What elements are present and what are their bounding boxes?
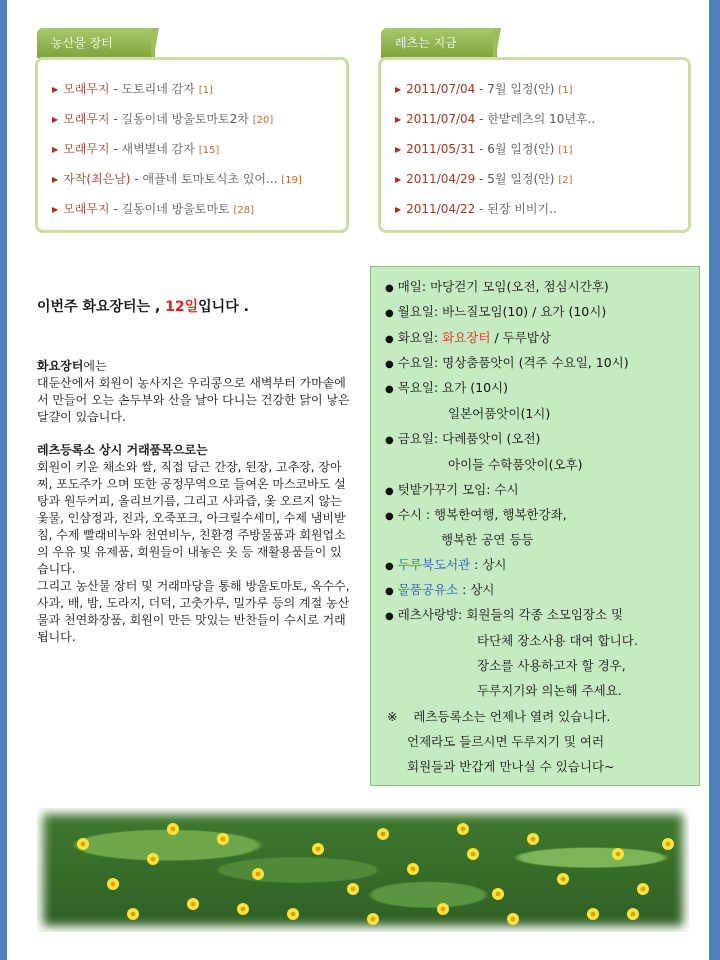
schedule-friday-2: 아이들 수학품앗이(오후) xyxy=(448,457,583,472)
now-item[interactable]: ▶ 2011/07/04 - 7월 일정(안) [1] xyxy=(395,82,573,96)
arrow-icon: ▶ xyxy=(52,85,59,94)
flower-icon xyxy=(367,913,379,925)
arrow-icon: ▶ xyxy=(52,115,59,124)
flower-icon xyxy=(507,913,519,925)
flower-icon xyxy=(627,908,639,920)
flower-icon xyxy=(77,838,89,850)
flower-icon xyxy=(662,838,674,850)
schedule-tuesday: ● 화요일: 화요장터 / 두루밥상 xyxy=(385,330,551,345)
schedule-share: ● 물품공유소 : 상시 xyxy=(385,582,495,597)
market-tab[interactable] xyxy=(37,28,155,58)
arrow-icon: ▶ xyxy=(395,145,402,154)
market-item[interactable]: ▶ 모래무지 - 새벽별네 감자 [15] xyxy=(52,142,220,156)
now-item[interactable]: ▶ 2011/04/29 - 5월 일정(안) [2] xyxy=(395,172,573,186)
flower-icon xyxy=(407,863,419,875)
arrow-icon: ▶ xyxy=(395,175,402,184)
market-date: 12일 xyxy=(165,299,199,315)
flower-icon xyxy=(492,888,504,900)
now-tab[interactable] xyxy=(381,28,497,58)
market-item[interactable]: ▶ 모래무지 - 길동이네 방울토마토2차 [20] xyxy=(52,112,274,126)
schedule-thursday-2: 일본어품앗이(1시) xyxy=(448,406,551,421)
flower-icon xyxy=(437,903,449,915)
schedule-room-4: 두루지기와 의논해 주세요. xyxy=(477,683,622,698)
schedule-room: ● 레츠사랑방: 회원들의 각종 소모임장소 및 xyxy=(385,607,624,622)
flower-icon xyxy=(557,873,569,885)
arrow-icon: ▶ xyxy=(395,205,402,214)
paragraph-items: 레츠등록소 상시 거래품목으로는 회원이 키운 채소와 쌀, 직접 담근 간장, 된장, 고추장, 장아찌, 포도주가 으며 또한 공정무역으로 들여온 마스코바도 설탕과 원두커피, 올리브기름, 그리고 사과즙, 옻 오르지 않는 옻물, 인삼정과, 진과, 오죽포크, 아크릴수세미, 수제 냄비받침, 수제 빨래비누와 천연비누, 친환경 주방물품과 회원업소의 우유 및 유제품, 회원들이 내놓은 옷 등 재활용품들이 있습니다. 그리고 농산물 장터 및 거래마당을 통해 방울토마토, 옥수수, 사과, 배, 밤, 도라지, 더덕, 고춧가루, 밀가루 등의 계절 농산물과 천연화장품, 회원이 만든 맛있는 반찬들이 수시로 거래됩니다. xyxy=(37,443,350,644)
now-item[interactable]: ▶ 2011/07/04 - 한밭레츠의 10년후.. xyxy=(395,112,596,126)
flower-icon xyxy=(237,903,249,915)
flower-icon xyxy=(147,853,159,865)
market-list xyxy=(38,60,346,224)
schedule-garden: ● 텃밭가꾸기 모임: 수시 xyxy=(385,482,519,497)
schedule-note: ※ 레츠등록소는 언제나 열려 있습니다. xyxy=(387,709,611,724)
yellow-flowers-photo xyxy=(37,808,689,932)
flower-icon xyxy=(587,908,599,920)
newsletter-page xyxy=(7,0,709,960)
arrow-icon: ▶ xyxy=(52,145,59,154)
arrow-icon: ▶ xyxy=(395,85,402,94)
schedule-thursday: ● 목요일: 요가 (10시) xyxy=(385,380,509,395)
arrow-icon: ▶ xyxy=(52,205,59,214)
now-item[interactable]: ▶ 2011/04/22 - 된장 비비기.. xyxy=(395,202,557,216)
market-tab-label: 농산물 장터 xyxy=(51,36,113,50)
schedule-friday: ● 금요일: 다례품앗이 (오전) xyxy=(385,431,541,446)
flower-icon xyxy=(167,823,179,835)
schedule-monday: ● 월요일: 바느질모임(10) / 요가 (10시) xyxy=(385,304,607,319)
schedule-anytime-2: 행복한 공연 등등 xyxy=(441,532,534,547)
now-panel xyxy=(378,57,691,233)
flower-icon xyxy=(287,908,299,920)
schedule-note-2: 언제라도 들르시면 두루지기 및 여러 xyxy=(407,734,605,749)
schedule-room-3: 장소를 사용하고자 할 경우, xyxy=(477,658,626,673)
arrow-icon: ▶ xyxy=(52,175,59,184)
flower-icon xyxy=(612,848,624,860)
schedule-wednesday: ● 수요일: 명상춤품앗이 (격주 수요일, 10시) xyxy=(385,355,629,370)
flower-icon xyxy=(527,833,539,845)
now-tab-label: 레츠는 지금 xyxy=(395,36,457,50)
flower-icon xyxy=(217,833,229,845)
market-date-headline: 이번주 화요장터는 , 12일입니다 . xyxy=(37,299,249,315)
arrow-icon: ▶ xyxy=(395,115,402,124)
flower-icon xyxy=(457,823,469,835)
paragraph-market: 화요장터에는 대둔산에서 회원이 농사지은 우리콩으로 새벽부터 가마솥에서 만들어 오는 손두부와 산을 날아 다니는 건강한 닭이 낳은 달걀이 있습니다. xyxy=(37,359,350,424)
flower-icon xyxy=(467,848,479,860)
schedule-daily: ● 매일: 마당걷기 모임(오전, 점심시간후) xyxy=(385,279,609,294)
schedule-anytime: ● 수시 : 행복한여행, 행복한강좌, xyxy=(385,507,567,522)
market-item[interactable]: ▶ 모래무지 - 길동이네 방울토마토 [28] xyxy=(52,202,255,216)
flower-icon xyxy=(252,868,264,880)
schedule-library: ● 두루북도서관 : 상시 xyxy=(385,557,507,572)
now-list xyxy=(381,60,688,224)
market-item[interactable]: ▶ 자작(최은남) - 애플네 토마토식초 있어... [19] xyxy=(52,172,302,186)
flower-icon xyxy=(107,878,119,890)
flower-icon xyxy=(377,828,389,840)
now-item[interactable]: ▶ 2011/05/31 - 6월 일정(안) [1] xyxy=(395,142,573,156)
flower-icon xyxy=(637,883,649,895)
market-item[interactable]: ▶ 모래무지 - 도토리네 감자 [1] xyxy=(52,82,213,96)
flower-icon xyxy=(312,843,324,855)
schedule-box xyxy=(370,266,700,786)
schedule-note-3: 회원들과 반갑게 만나실 수 있습니다~ xyxy=(407,759,615,774)
article-body xyxy=(37,358,352,662)
schedule-room-2: 타단체 장소사용 대여 합니다. xyxy=(477,633,638,648)
flower-icon xyxy=(347,883,359,895)
flower-icon xyxy=(127,908,139,920)
market-panel xyxy=(35,57,349,233)
flower-icon xyxy=(187,898,199,910)
